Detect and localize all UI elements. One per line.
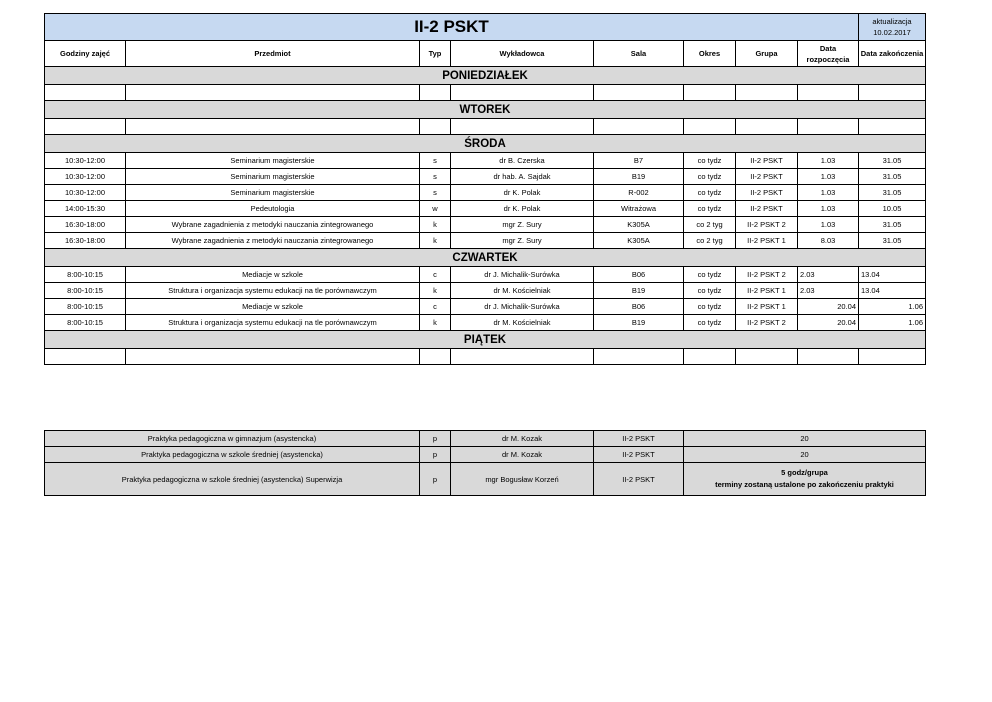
col-period: Okres (684, 41, 736, 67)
cell-end: 1.06 (859, 315, 926, 331)
cell-start: 2.03 (798, 267, 859, 283)
col-group: Grupa (736, 41, 798, 67)
empty-cell (798, 119, 859, 135)
cell-lecturer: mgr Z. Sury (451, 217, 594, 233)
cell-subject: Seminarium magisterskie (126, 153, 420, 169)
practice-type: p (420, 463, 451, 496)
empty-cell (859, 349, 926, 365)
cell-group: II-2 PSKT 1 (736, 233, 798, 249)
cell-group: II-2 PSKT 1 (736, 299, 798, 315)
title-text: II-2 PSKT (414, 17, 489, 36)
empty-cell (684, 119, 736, 135)
cell-subject: Mediacje w szkole (126, 299, 420, 315)
empty-cell (594, 349, 684, 365)
practice-type: p (420, 431, 451, 447)
cell-group: II-2 PSKT (736, 153, 798, 169)
empty-row (45, 85, 926, 101)
empty-cell (420, 349, 451, 365)
empty-cell (594, 85, 684, 101)
practice-lecturer: dr M. Kozak (451, 431, 594, 447)
empty-cell (798, 85, 859, 101)
cell-room: R-002 (594, 185, 684, 201)
cell-subject: Wybrane zagadnienia z metodyki nauczania zintegrowanego (126, 233, 420, 249)
cell-subject: Wybrane zagadnienia z metodyki nauczania zintegrowanego (126, 217, 420, 233)
cell-room: K305A (594, 233, 684, 249)
practice-lecturer: mgr Bogusław Korzeń (451, 463, 594, 496)
cell-hours: 14:00-15:30 (45, 201, 126, 217)
schedule-table (44, 13, 926, 365)
cell-end: 13.04 (859, 283, 926, 299)
empty-cell (451, 85, 594, 101)
cell-room: B19 (594, 283, 684, 299)
cell-type: w (420, 201, 451, 217)
cell-hours: 10:30-12:00 (45, 185, 126, 201)
cell-period: co tydz (684, 283, 736, 299)
cell-lecturer: dr K. Polak (451, 201, 594, 217)
col-room: Sala (594, 41, 684, 67)
cell-period: co tydz (684, 185, 736, 201)
empty-cell (798, 349, 859, 365)
cell-end: 31.05 (859, 233, 926, 249)
cell-lecturer: dr hab. A. Sajdak (451, 169, 594, 185)
table-row (45, 299, 926, 315)
table-row (45, 267, 926, 283)
cell-hours: 8:00-10:15 (45, 267, 126, 283)
cell-end: 31.05 (859, 185, 926, 201)
table-row (45, 169, 926, 185)
cell-period: co tydz (684, 267, 736, 283)
cell-type: k (420, 283, 451, 299)
col-type: Typ (420, 41, 451, 67)
cell-subject: Struktura i organizacja systemu edukacji na tle porównawczym (126, 315, 420, 331)
empty-cell (126, 85, 420, 101)
practice-name: Praktyka pedagogiczna w gimnazjum (asystencka) (45, 431, 420, 447)
empty-cell (45, 85, 126, 101)
col-end: Data zakończenia (859, 41, 926, 67)
cell-period: co tydz (684, 299, 736, 315)
cell-type: k (420, 315, 451, 331)
practice-table (44, 430, 926, 496)
col-hours: Godziny zajęć (45, 41, 126, 67)
practice-row (45, 463, 926, 496)
cell-lecturer: dr K. Polak (451, 185, 594, 201)
practice-name: Praktyka pedagogiczna w szkole średniej (asystencka) (45, 447, 420, 463)
cell-period: co tydz (684, 315, 736, 331)
col-lecturer: Wykładowca (451, 41, 594, 67)
cell-subject: Seminarium magisterskie (126, 169, 420, 185)
cell-room: K305A (594, 217, 684, 233)
cell-type: s (420, 153, 451, 169)
cell-group: II-2 PSKT 2 (736, 267, 798, 283)
empty-cell (736, 119, 798, 135)
cell-type: s (420, 169, 451, 185)
cell-period: co tydz (684, 153, 736, 169)
practice-note: 20 (684, 447, 926, 463)
cell-lecturer: dr M. Kościelniak (451, 315, 594, 331)
page-title (45, 14, 859, 41)
empty-cell (684, 349, 736, 365)
practice-note (684, 463, 926, 496)
practice-type: p (420, 447, 451, 463)
practice-group: II-2 PSKT (594, 463, 684, 496)
cell-type: c (420, 299, 451, 315)
empty-cell (451, 119, 594, 135)
cell-room: B7 (594, 153, 684, 169)
cell-group: II-2 PSKT (736, 169, 798, 185)
practice-row (45, 431, 926, 447)
empty-cell (45, 349, 126, 365)
empty-cell (736, 349, 798, 365)
cell-lecturer: dr B. Czerska (451, 153, 594, 169)
cell-hours: 16:30-18:00 (45, 217, 126, 233)
cell-start: 1.03 (798, 217, 859, 233)
cell-period: co tydz (684, 169, 736, 185)
cell-group: II-2 PSKT (736, 201, 798, 217)
practice-name: Praktyka pedagogiczna w szkole średniej (asystencka) Superwizja (45, 463, 420, 496)
cell-type: k (420, 233, 451, 249)
column-header-row (45, 41, 926, 67)
cell-end: 10.05 (859, 201, 926, 217)
empty-row (45, 119, 926, 135)
update-info (859, 14, 926, 41)
cell-room: B06 (594, 267, 684, 283)
cell-hours: 10:30-12:00 (45, 169, 126, 185)
table-row (45, 315, 926, 331)
cell-subject: Pedeutologia (126, 201, 420, 217)
cell-start: 1.03 (798, 185, 859, 201)
update-date: 10.02.2017 (873, 28, 911, 37)
cell-type: c (420, 267, 451, 283)
cell-type: k (420, 217, 451, 233)
empty-cell (126, 349, 420, 365)
cell-hours: 16:30-18:00 (45, 233, 126, 249)
empty-cell (126, 119, 420, 135)
cell-lecturer: dr J. Michalik-Surówka (451, 267, 594, 283)
cell-start: 20.04 (798, 315, 859, 331)
cell-group: II-2 PSKT (736, 185, 798, 201)
cell-end: 31.05 (859, 153, 926, 169)
empty-cell (451, 349, 594, 365)
cell-period: co tydz (684, 201, 736, 217)
cell-hours: 8:00-10:15 (45, 315, 126, 331)
cell-end: 1.06 (859, 299, 926, 315)
cell-end: 13.04 (859, 267, 926, 283)
practice-lecturer: dr M. Kozak (451, 447, 594, 463)
cell-end: 31.05 (859, 217, 926, 233)
update-label: aktualizacja (872, 17, 912, 26)
cell-group: II-2 PSKT 2 (736, 217, 798, 233)
empty-cell (45, 119, 126, 135)
col-subject: Przedmiot (126, 41, 420, 67)
cell-start: 1.03 (798, 153, 859, 169)
practice-note: 20 (684, 431, 926, 447)
day-thursday: CZWARTEK (45, 249, 926, 267)
practice-row (45, 447, 926, 463)
cell-room: B06 (594, 299, 684, 315)
practice-group: II-2 PSKT (594, 447, 684, 463)
table-row (45, 233, 926, 249)
practice-note-line2: terminy zostaną ustalone po zakończeniu praktyki (715, 480, 894, 489)
cell-hours: 10:30-12:00 (45, 153, 126, 169)
cell-lecturer: mgr Z. Sury (451, 233, 594, 249)
empty-cell (684, 85, 736, 101)
cell-start: 2.03 (798, 283, 859, 299)
table-row (45, 185, 926, 201)
cell-subject: Seminarium magisterskie (126, 185, 420, 201)
empty-cell (736, 85, 798, 101)
cell-end: 31.05 (859, 169, 926, 185)
cell-lecturer: dr M. Kościelniak (451, 283, 594, 299)
cell-room: B19 (594, 315, 684, 331)
cell-group: II-2 PSKT 2 (736, 315, 798, 331)
cell-start: 20.04 (798, 299, 859, 315)
cell-start: 1.03 (798, 169, 859, 185)
table-row (45, 283, 926, 299)
empty-cell (859, 85, 926, 101)
empty-cell (594, 119, 684, 135)
cell-period: co 2 tyg (684, 217, 736, 233)
cell-type: s (420, 185, 451, 201)
day-wednesday: ŚRODA (45, 135, 926, 153)
table-row (45, 217, 926, 233)
cell-subject: Mediacje w szkole (126, 267, 420, 283)
cell-start: 8.03 (798, 233, 859, 249)
table-row (45, 153, 926, 169)
cell-group: II-2 PSKT 1 (736, 283, 798, 299)
day-friday: PIĄTEK (45, 331, 926, 349)
empty-row (45, 349, 926, 365)
empty-cell (420, 85, 451, 101)
cell-subject: Struktura i organizacja systemu edukacji na tle porównawczym (126, 283, 420, 299)
cell-hours: 8:00-10:15 (45, 283, 126, 299)
table-row (45, 201, 926, 217)
day-monday: PONIEDZIAŁEK (45, 67, 926, 85)
day-tuesday: WTOREK (45, 101, 926, 119)
practice-group: II-2 PSKT (594, 431, 684, 447)
practice-note-line1: 5 godz/grupa (781, 468, 828, 477)
cell-start: 1.03 (798, 201, 859, 217)
empty-cell (859, 119, 926, 135)
cell-room: Witrażowa (594, 201, 684, 217)
cell-lecturer: dr J. Michalik-Surówka (451, 299, 594, 315)
col-start: Data rozpoczęcia (798, 41, 859, 67)
empty-cell (420, 119, 451, 135)
cell-period: co 2 tyg (684, 233, 736, 249)
cell-room: B19 (594, 169, 684, 185)
cell-hours: 8:00-10:15 (45, 299, 126, 315)
